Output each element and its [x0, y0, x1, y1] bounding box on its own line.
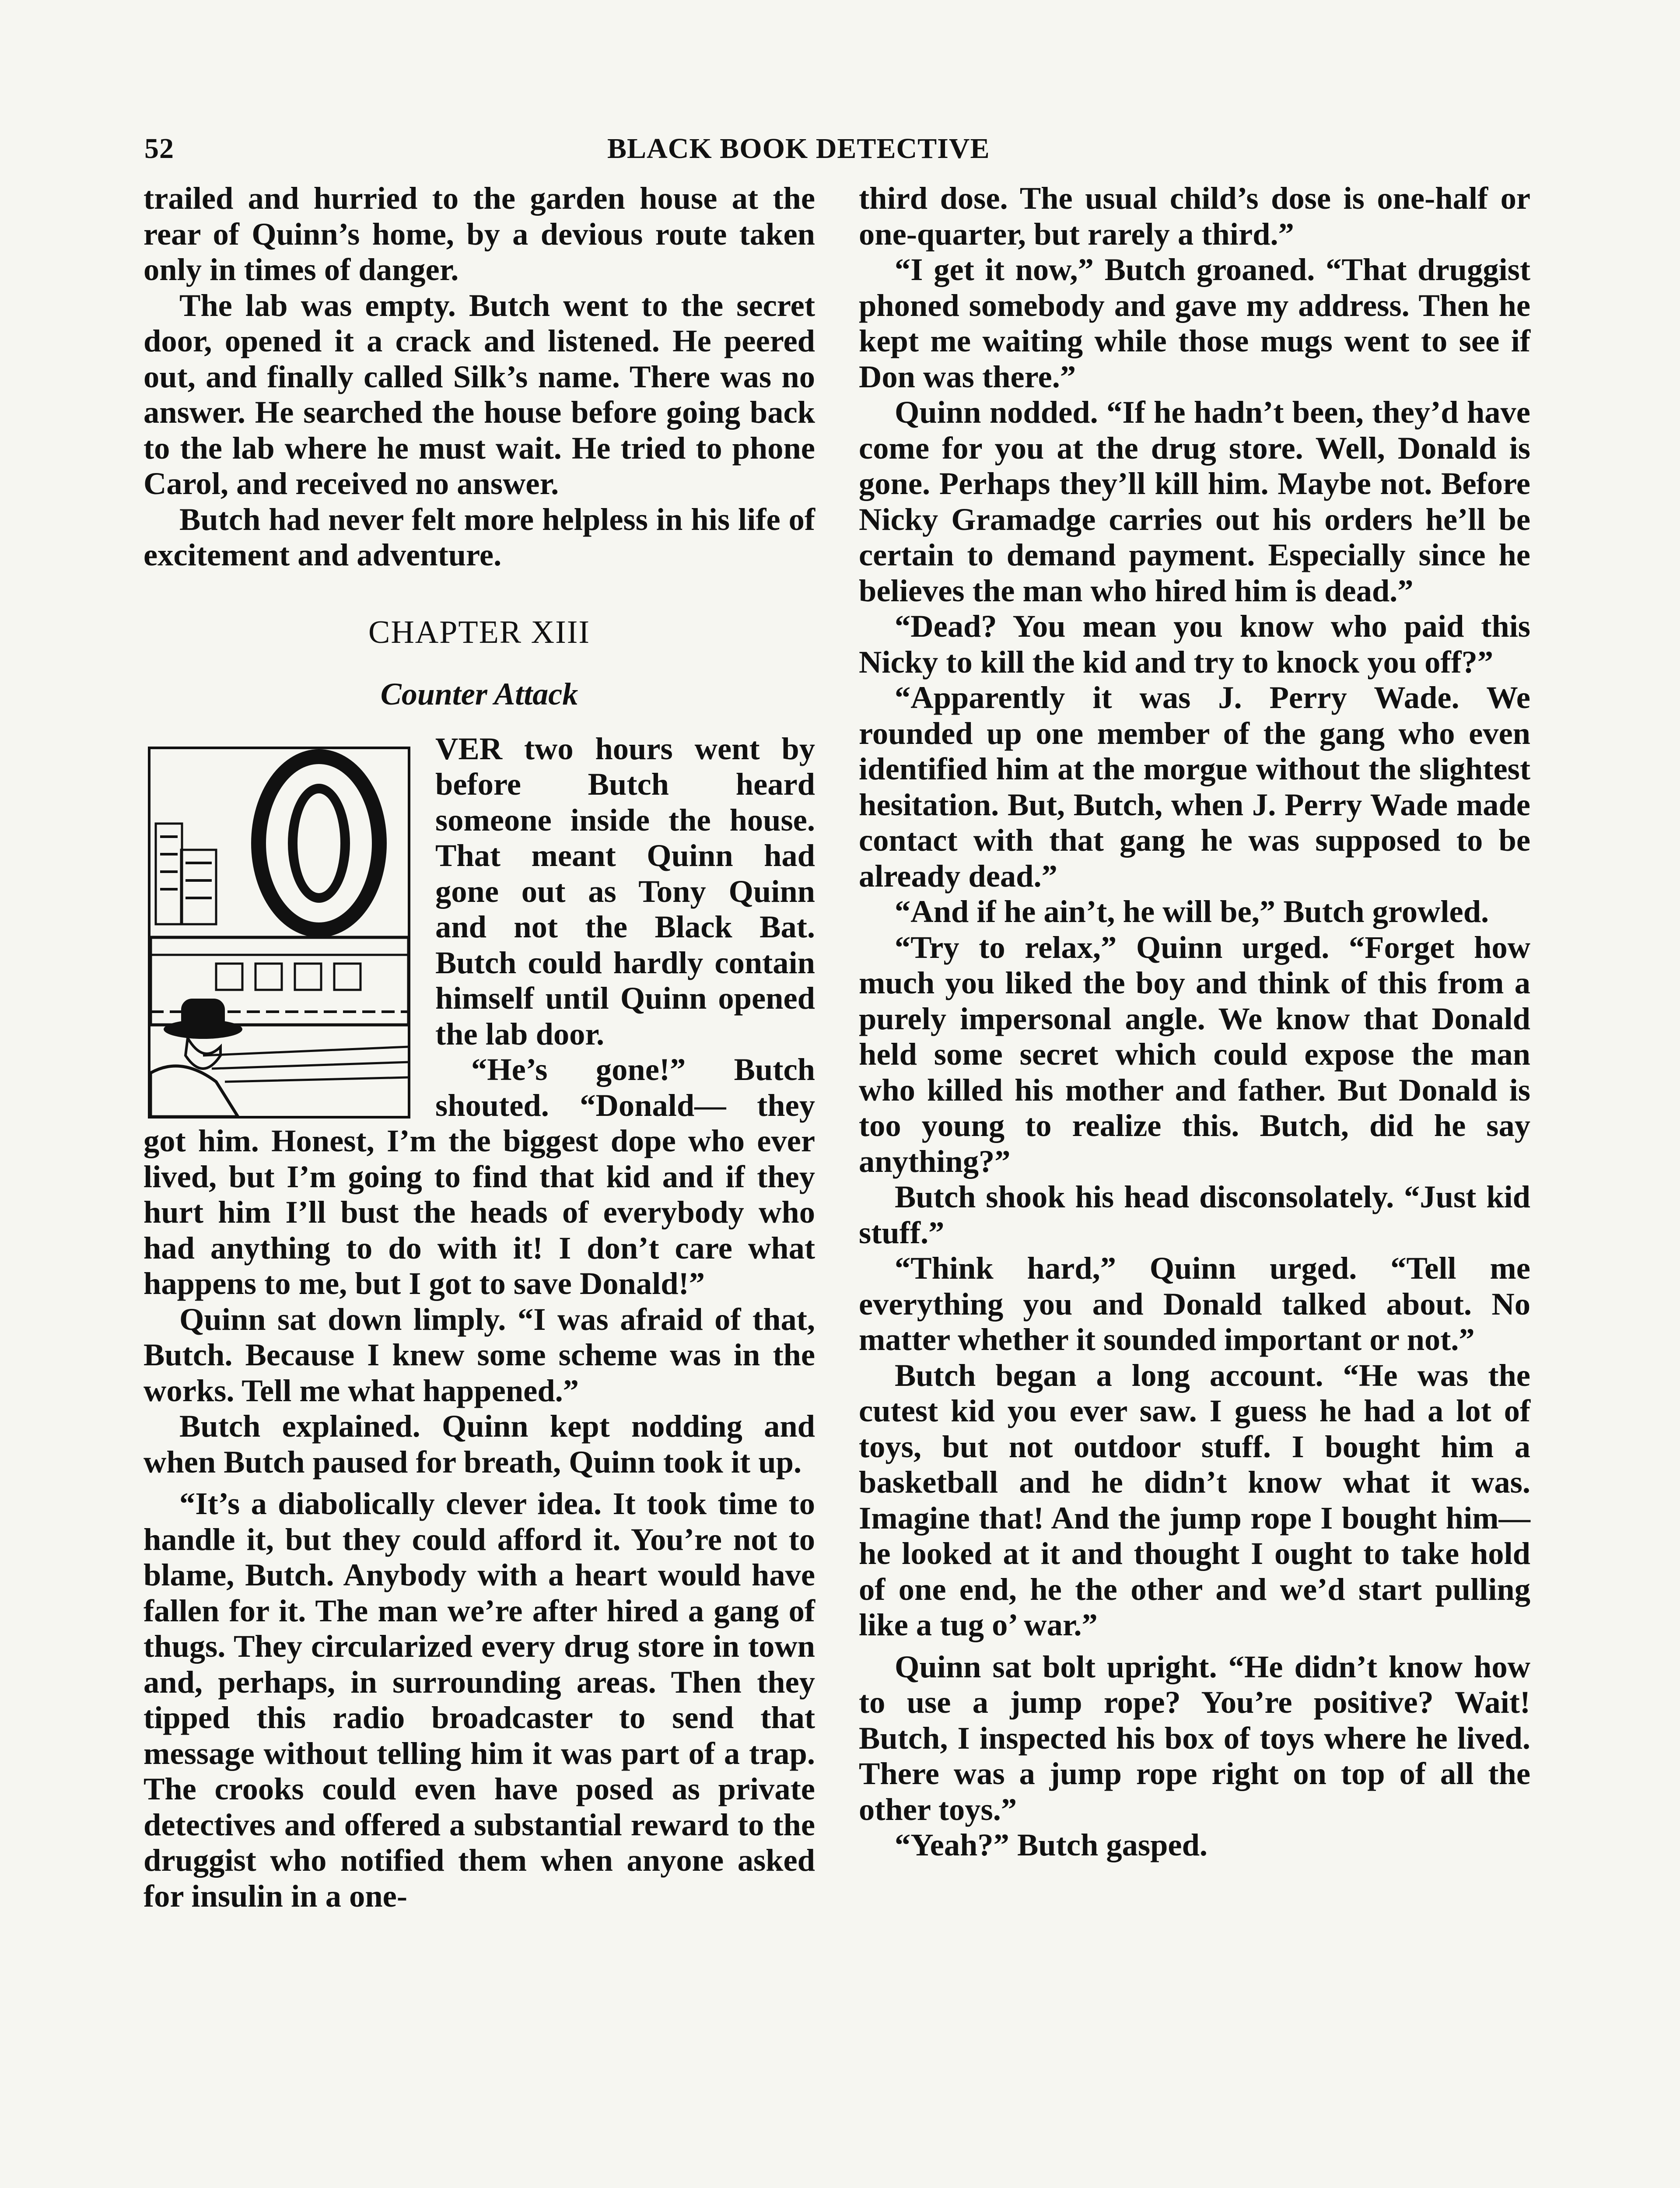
left-column: [144, 180, 815, 1914]
drop-cap-letter-o: [251, 749, 387, 937]
paragraph: Butch explained. Quinn kept nodding and when Butch paused for breath, Quinn took it up.: [144, 1408, 815, 1480]
paragraph: “It’s a diabolically clever idea. It took time to handle it, but they could afford it. You’re not to blame, Butch. Anybody with a heart would have fallen for it. The man we’re after hired a gang of thugs. They circularized every drug store in town and, perhaps, in surrounding areas. Then they tipped this radio broadcaster to send that message without telling him it was part of a trap. The crooks could even have posed as private detectives and offered a substantial reward to the druggist who notified them when anyone asked for insulin in a one-: [144, 1486, 815, 1914]
paragraph: “I get it now,” Butch groaned. “That druggist phoned somebody and gave my address. Then he kept me waiting while those mugs went to see if Don was there.”: [859, 252, 1530, 394]
paragraph: Quinn sat bolt upright. “He didn’t know how to use a jump rope? You’re positive? Wait! Butch, I inspected his box of toys where he lived. There was a jump rope right on top of all the other toys.”: [859, 1648, 1530, 1827]
paragraph: “Think hard,” Quinn urged. “Tell me everything you and Donald talked about. No matter whether it sounded important or not.”: [859, 1250, 1530, 1357]
page-number: 52: [144, 133, 174, 165]
paragraph: The lab was empty. Butch went to the secret door, opened it a crack and listened. He peered out, and finally called Silk’s name. There was no answer. He searched the house before going back to the lab where he must wait. He tried to phone Carol, and received no answer.: [144, 287, 815, 501]
paragraph: Butch began a long account. “He was the cutest kid you ever saw. I guess he had a lot of toys, but not outdoor stuff. I bought him a basketball and he didn’t know what it was. Imagine that! And the jump rope I bought him—he looked at it and thought I ought to take hold of one end, he the other and we’d start pulling like a tug o’ war.”: [859, 1357, 1530, 1642]
paragraph: Butch shook his head disconsolately. “Just kid stuff.”: [859, 1179, 1530, 1250]
paragraph: VER two hours went by before Butch heard someone inside the house. That meant Quinn had gone out as Tony Quinn and not the Black Bat. Butch could hardly contain himself until Quinn opened the lab door.: [435, 730, 815, 1052]
paragraph: “And if he ain’t, he will be,” Butch growled.: [895, 894, 1489, 929]
paragraph: “Try to relax,” Quinn urged. “Forget how much you liked the boy and think of this from a purely impersonal angle. We know that Donald held some secret which could expose the man who killed his mother and father. But Donald is too young to realize this. Butch, did he say anything?”: [859, 929, 1530, 1179]
illustration-frame: [148, 747, 410, 1119]
paragraph: “Dead? You mean you know who paid this Nicky to kill the kid and try to knock you off?”: [859, 608, 1530, 680]
right-column: [859, 180, 1530, 1863]
paragraph: “He’s gone!” Butch shouted. “Donald— they got him. Honest, I’m the biggest dope who ever lived, but I’m going to find that kid and if they hurt him I’ll bust the heads of everybody who had anything to do with it! I don’t care what happens to me, but I got to save Donald!”: [144, 1052, 815, 1301]
paragraph: “Yeah?” Butch gasped.: [895, 1827, 1208, 1862]
magazine-title: BLACK BOOK DETECTIVE: [607, 133, 990, 165]
paragraph: Butch had never felt more helpless in his life of excitement and adventure.: [144, 501, 815, 572]
drop-cap-illustration: [144, 734, 417, 1122]
chapter-title: Counter Attack: [380, 677, 578, 712]
paragraph: trailed and hurried to the garden house at the rear of Quinn’s home, by a devious route taken only in times of danger.: [144, 180, 815, 287]
paragraph: Quinn sat down limply. “I was afraid of that, Butch. Because I knew some scheme was in the works. Tell me what happened.”: [144, 1301, 815, 1408]
paragraph: “Apparently it was J. Perry Wade. We rounded up one member of the gang who even identified him at the morgue without the slightest hesitation. But, Butch, when J. Perry Wade made contact with that gang he was supposed to be already dead.”: [859, 680, 1530, 894]
paragraph: Quinn nodded. “If he hadn’t been, they’d have come for you at the drug store. Well, Donald is gone. Perhaps they’ll kill him. Maybe not. Before Nicky Gramadge carries out his orders he’ll be certain to demand payment. Especially since he believes the man who hired him is dead.”: [859, 394, 1530, 608]
paragraph: third dose. The usual child’s dose is one-half or one-quarter, but rarely a third.”: [859, 180, 1530, 252]
chapter-heading: CHAPTER XIII: [368, 614, 591, 650]
running-header: [144, 132, 1544, 172]
